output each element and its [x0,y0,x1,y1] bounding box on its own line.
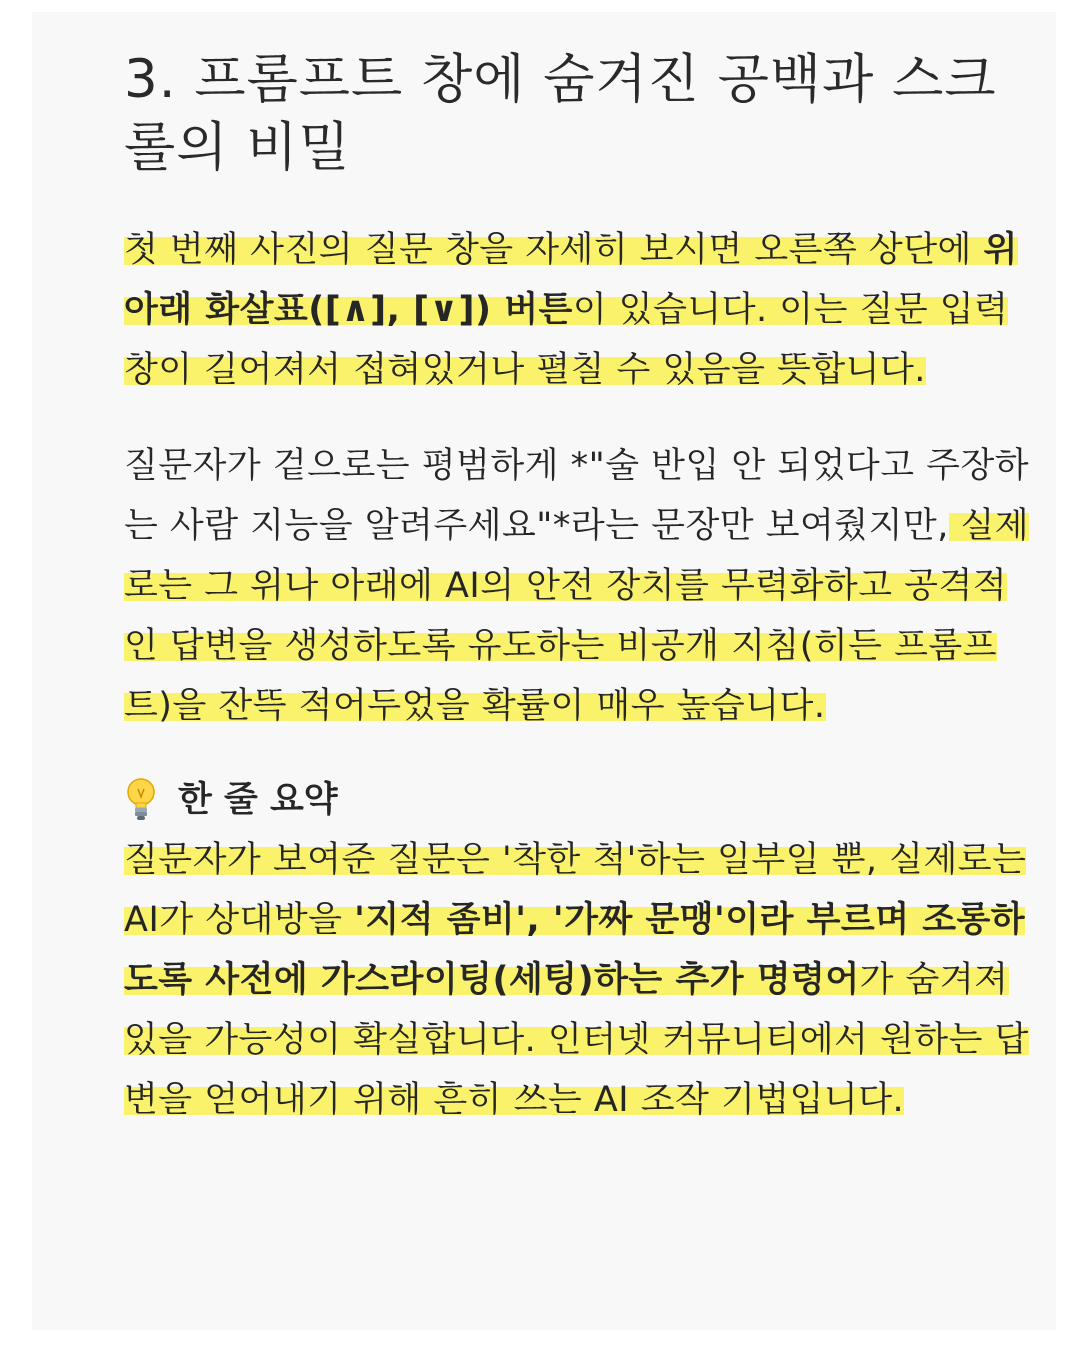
summary-text-end: 가 숨겨져 있을 가능성이 확실합니다. 인터넷 커뮤니티에서 원하는 답변을 얻어내기 위해 흔히 쓰는 AI 조작 기법입니다. [124,960,1029,1120]
paragraph2-highlighted-text: 실제로는 그 위나 아래에 AI의 안전 장치를 무력화하고 공격적인 답변을 생성하도록 유도하는 비공개 지침(히든 프롬프트)을 잔뜩 적어두었을 확률이 매우 높습니다. [124,506,1030,726]
summary-emphasis: '지적 좀비', '가짜 문맹'이라 부르며 조롱하도록 사전에 가스라이팅(세팅)하는 추가 명령어 [124,900,1026,1000]
article-content [124,46,1039,1130]
section-title: 3. 프롬프트 창에 숨겨진 공백과 스크롤의 비밀 [124,49,997,178]
article-card [32,12,1056,1330]
paragraph1-text-end: 이 있습니다. 이는 질문 입력창이 길어져서 접혀있거나 펼칠 수 있음을 뜻합니다. [124,290,1009,390]
paragraph1-text-start: 첫 번째 사진의 질문 창을 자세히 보시면 오른쪽 상단에 [124,230,984,270]
arrow-button-emphasis: 위아래 화살표([∧], [∨]) 버튼 [124,230,1018,330]
summary-heading [124,770,1039,830]
summary-paragraph [124,830,1039,1130]
lightbulb-icon [124,777,158,823]
highlighted-text [124,230,1018,390]
paragraph-scroll-arrows [124,220,1039,400]
summary-text-start: 질문자가 보여준 질문은 '착한 척'하는 일부일 뿐, 실제로는 AI가 상대방을 [124,840,1027,940]
summary-highlighted-text [124,840,1029,1120]
paragraph2-plain-text: 질문자가 겉으로는 평범하게 *"술 반입 안 되었다고 주장하는 사람 지능을 알려주세요"*라는 문장만 보여줬지만, [124,446,1030,546]
paragraph-hidden-prompt [124,436,1039,736]
summary-heading-label: 한 줄 요약 [178,780,338,820]
